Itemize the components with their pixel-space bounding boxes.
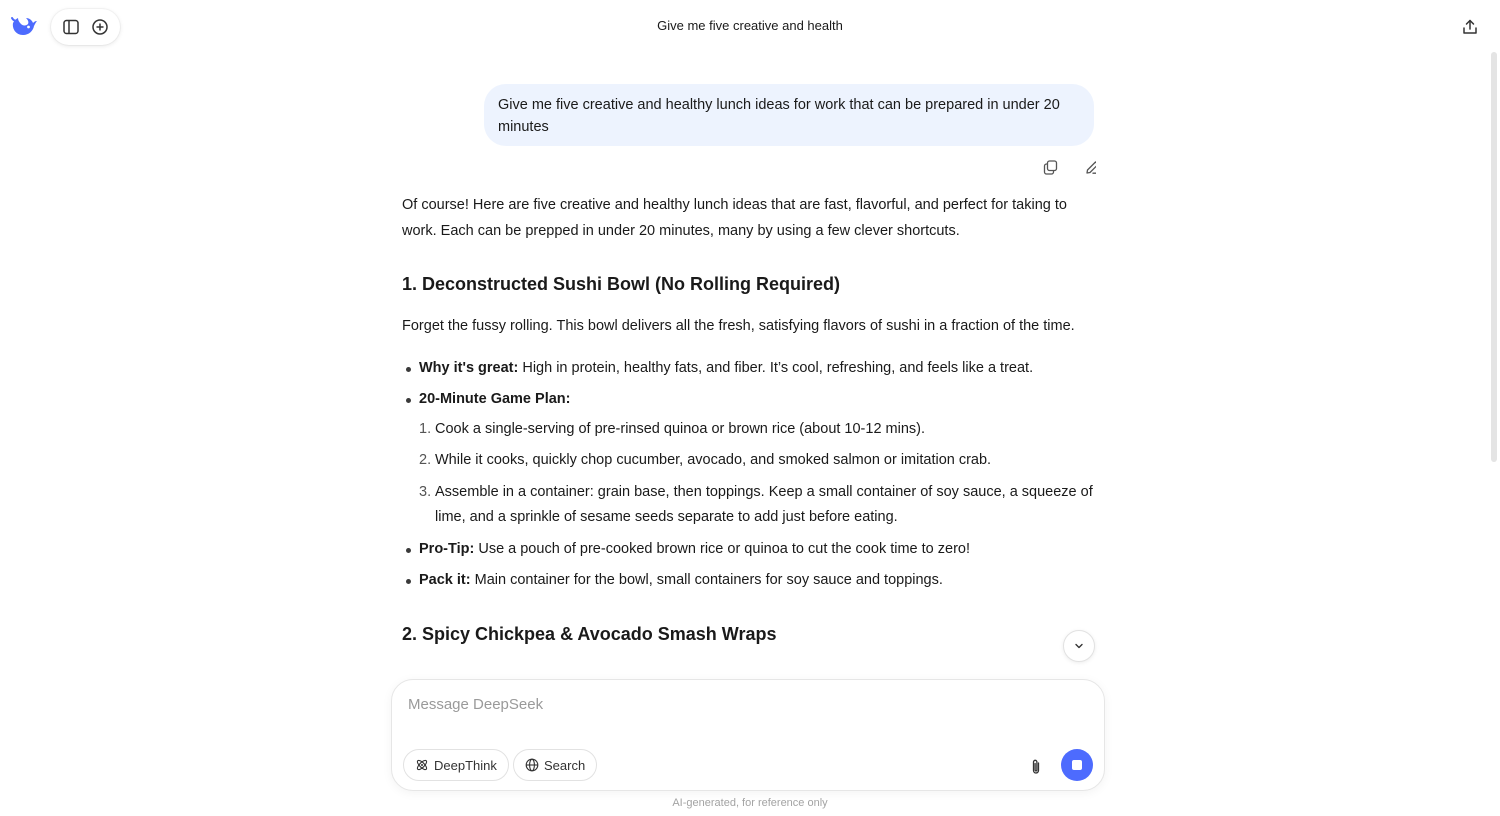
section-heading: 2. Spicy Chickpea & Avocado Smash Wraps: [402, 623, 777, 644]
message-input[interactable]: [408, 694, 1088, 720]
stop-generation-button[interactable]: [1061, 749, 1093, 781]
deepthink-button[interactable]: [403, 749, 509, 781]
share-upload-icon: [1461, 18, 1479, 36]
disclaimer-text: AI-generated, for reference only: [672, 797, 828, 809]
deepthink-label: DeepThink: [434, 757, 497, 773]
atom-icon: [415, 758, 429, 772]
list-item: [402, 448, 1096, 474]
scrollbar[interactable]: [1491, 52, 1497, 462]
assistant-answer: [402, 193, 1096, 664]
bullet-label: Why it's great:: [419, 359, 519, 376]
list-item: [402, 356, 1096, 382]
step-number: 2.: [419, 452, 432, 468]
bullet-list: [402, 356, 1096, 594]
share-button[interactable]: [1458, 15, 1482, 39]
edit-icon[interactable]: [1080, 155, 1096, 179]
step-number: 1.: [419, 420, 432, 437]
section-description: Forget the fussy rolling. This bowl delivers all the fresh, satisfying flavors of sushi in a fraction of the time.: [402, 318, 1075, 334]
numbered-list: [402, 417, 1096, 531]
bullet-label: Pro-Tip:: [419, 540, 475, 557]
list-item: [402, 568, 1096, 594]
bullet-text: Use a pouch of pre-cooked brown rice or quinoa to cut the cook time to zero!: [474, 540, 970, 557]
step-text: Assemble in a container: grain base, then toppings. Keep a small container of soy sauce, a squeeze of lime, and a sprinkle of sesame seeds separate to add just before eating.: [435, 483, 1093, 525]
chat-area: [402, 0, 1096, 680]
stop-icon: [1072, 760, 1082, 770]
bullet-text: Main container for the bowl, small containers for soy sauce and toppings.: [470, 572, 943, 588]
search-button[interactable]: [513, 749, 597, 781]
bullet-label: Pack it:: [419, 572, 471, 588]
bullet-label: 20-Minute Game Plan:: [419, 391, 571, 407]
step-text: While it cooks, quickly chop cucumber, avocado, and smoked salmon or imitation crab.: [435, 452, 992, 468]
chevron-down-icon: [1073, 640, 1085, 652]
section-heading: 1. Deconstructed Sushi Bowl (No Rolling Required): [402, 274, 841, 294]
answer-intro: Of course! Here are five creative and healthy lunch ideas that are fast, flavorful, and perfect for taking to work. Each can be prepped in under 20 minutes, many by using a few clever shortcuts.: [402, 197, 1067, 239]
scroll-down-button[interactable]: [1063, 630, 1095, 662]
copy-icon[interactable]: [1038, 155, 1062, 179]
globe-icon: [525, 758, 539, 772]
step-text: Cook a single-serving of pre-rinsed quinoa or brown rice (about 10-12 mins).: [435, 420, 926, 437]
step-number: 3.: [419, 483, 432, 500]
message-actions: [1038, 155, 1096, 179]
bullet-text: High in protein, healthy fats, and fiber. It’s cool, refreshing, and feels like a treat.: [518, 359, 1034, 376]
list-item: [402, 537, 1096, 563]
list-item: [402, 387, 1096, 531]
user-message-bubble: Give me five creative and healthy lunch ideas for work that can be prepared in under 20 minutes: [484, 84, 1094, 146]
list-item: [402, 417, 1096, 443]
search-label: Search: [544, 757, 586, 773]
paperclip-icon[interactable]: [1024, 755, 1048, 779]
message-composer: [391, 679, 1105, 791]
page-title: Give me five creative and health: [657, 18, 843, 33]
list-item: [402, 480, 1096, 531]
